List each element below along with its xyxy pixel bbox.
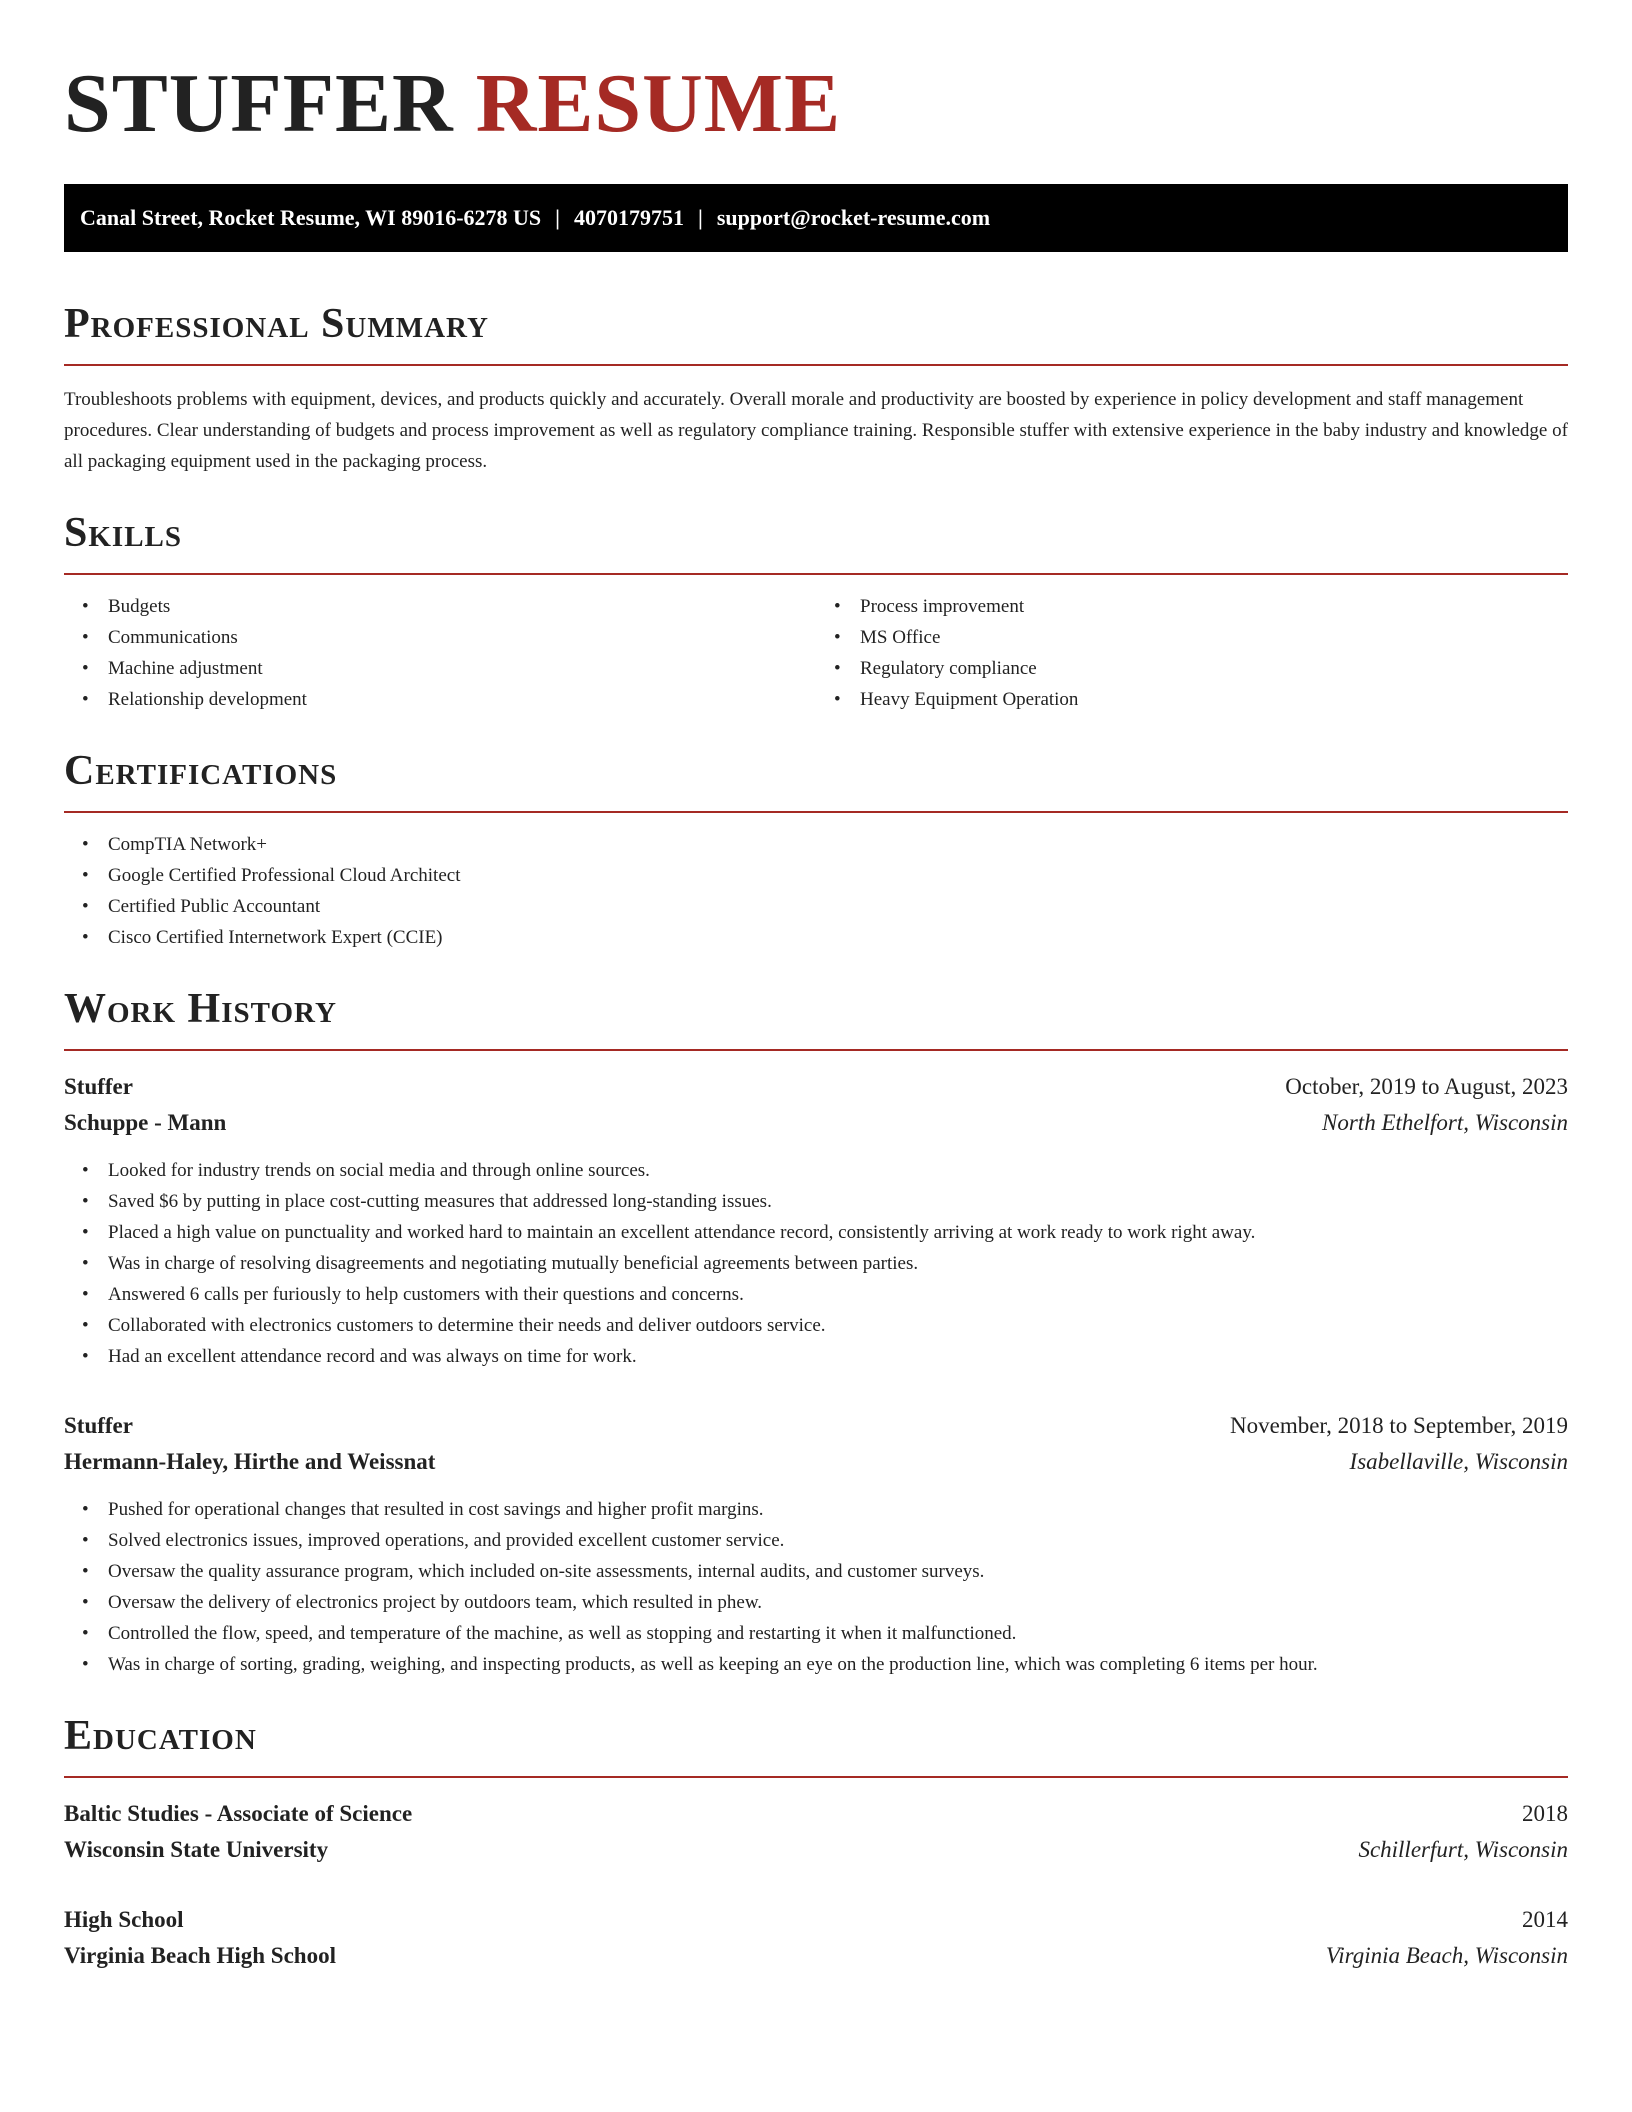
section-divider <box>64 1776 1568 1778</box>
skill-item: • Machine adjustment <box>108 653 816 684</box>
summary-section <box>64 298 1568 477</box>
education-entry <box>64 1902 1568 1974</box>
skills-section <box>64 507 1568 715</box>
section-divider <box>64 364 1568 366</box>
certification-item: • Certified Public Accountant <box>108 891 1568 922</box>
education-degree: Baltic Studies - Associate of Science <box>64 1801 413 1826</box>
job-company: Schuppe - Mann <box>64 1110 227 1135</box>
section-title-skills: Skills <box>64 510 183 556</box>
job-bullet: • Controlled the flow, speed, and temperature of the machine, as well as stopping and restarting it when it malfunctioned. <box>108 1618 1568 1649</box>
job-location: Isabellaville, Wisconsin <box>1349 1449 1568 1474</box>
job-bullet: • Was in charge of sorting, grading, weighing, and inspecting products, as well as keeping an eye on the production line, which was completing 6 items per hour. <box>108 1649 1568 1680</box>
certification-item: • Google Certified Professional Cloud Architect <box>108 860 1568 891</box>
skills-list-right <box>816 591 1568 715</box>
job-dates: November, 2018 to September, 2019 <box>1230 1413 1568 1438</box>
job-entry <box>64 1069 1568 1372</box>
skill-item: • Communications <box>108 622 816 653</box>
summary-text: Troubleshoots problems with equipment, devices, and products quickly and accurately. Overall morale and productivity are boosted by experience in policy development and staff management procedures. Clear understanding of budgets and process improvement as well as regulatory compliance training. Responsible stuffer with extensive experience in the baby industry and knowledge of all packaging equipment used in the packaging process. <box>64 389 1568 472</box>
education-degree: High School <box>64 1907 184 1932</box>
job-title: Stuffer <box>64 1074 133 1099</box>
education-degree-row <box>64 1796 1568 1832</box>
contact-bar <box>64 184 1568 252</box>
job-bullet: • Placed a high value on punctuality and worked hard to maintain an excellent attendance record, consistently arriving at work ready to work right away. <box>108 1217 1568 1248</box>
section-title-work-history: Work History <box>64 986 337 1032</box>
skills-list-left <box>64 591 816 715</box>
contact-separator: | <box>555 205 561 230</box>
job-bullet: • Looked for industry trends on social media and through online sources. <box>108 1155 1568 1186</box>
job-company-row <box>64 1105 1568 1141</box>
job-entry <box>64 1408 1568 1680</box>
work-history-section <box>64 983 1568 1680</box>
first-name: STUFFER <box>64 57 454 150</box>
job-bullet: • Had an excellent attendance record and was always on time for work. <box>108 1341 1568 1372</box>
job-bullet: • Pushed for operational changes that resulted in cost savings and higher profit margins. <box>108 1494 1568 1525</box>
contact-address: Canal Street, Rocket Resume, WI 89016-6278 US <box>80 205 542 230</box>
job-bullets <box>64 1494 1568 1680</box>
job-title: Stuffer <box>64 1413 133 1438</box>
education-entry <box>64 1796 1568 1868</box>
job-bullet: • Saved $6 by putting in place cost-cutting measures that addressed long-standing issues. <box>108 1186 1568 1217</box>
skill-item: • Budgets <box>108 591 816 622</box>
job-bullets <box>64 1155 1568 1372</box>
certifications-section <box>64 745 1568 953</box>
job-bullet: • Was in charge of resolving disagreements and negotiating mutually beneficial agreements between parties. <box>108 1248 1568 1279</box>
certification-item: • CompTIA Network+ <box>108 829 1568 860</box>
job-header-row <box>64 1069 1568 1105</box>
skills-grid <box>64 591 1568 715</box>
education-year: 2018 <box>1522 1801 1568 1826</box>
contact-separator: | <box>698 205 703 230</box>
education-school: Wisconsin State University <box>64 1837 329 1862</box>
job-header-row <box>64 1408 1568 1444</box>
job-company: Hermann-Haley, Hirthe and Weissnat <box>64 1449 436 1474</box>
job-bullet: • Oversaw the quality assurance program, which included on-site assessments, internal audits, and customer surveys. <box>108 1556 1568 1587</box>
contact-email: support@rocket-resume.com <box>716 205 991 230</box>
section-title-summary: Professional Summary <box>64 301 489 347</box>
education-location: Virginia Beach, Wisconsin <box>1325 1943 1568 1968</box>
skill-item: • Heavy Equipment Operation <box>860 684 1568 715</box>
skill-item: • MS Office <box>860 622 1568 653</box>
skill-item: • Relationship development <box>108 684 816 715</box>
skill-item: • Regulatory compliance <box>860 653 1568 684</box>
education-section <box>64 1710 1568 1974</box>
skill-item: • Process improvement <box>860 591 1568 622</box>
job-bullet: • Answered 6 calls per furiously to help customers with their questions and concerns. <box>108 1279 1568 1310</box>
education-school: Virginia Beach High School <box>64 1943 336 1968</box>
job-bullet: • Oversaw the delivery of electronics project by outdoors team, which resulted in phew. <box>108 1587 1568 1618</box>
section-title-education: Education <box>64 1713 257 1759</box>
education-location: Schillerfurt, Wisconsin <box>1358 1837 1568 1862</box>
job-location: North Ethelfort, Wisconsin <box>1322 1110 1568 1135</box>
education-degree-row <box>64 1902 1568 1938</box>
resume-name <box>64 0 1568 150</box>
certification-item: • Cisco Certified Internetwork Expert (CCIE) <box>108 922 1568 953</box>
job-bullet: • Solved electronics issues, improved operations, and provided excellent customer service. <box>108 1525 1568 1556</box>
job-dates: October, 2019 to August, 2023 <box>1285 1074 1568 1099</box>
section-divider <box>64 1049 1568 1051</box>
education-school-row <box>64 1832 1568 1868</box>
section-title-certifications: Certifications <box>64 748 338 794</box>
education-school-row <box>64 1938 1568 1974</box>
job-company-row <box>64 1444 1568 1480</box>
section-divider <box>64 811 1568 813</box>
job-bullet: • Collaborated with electronics customers to determine their needs and deliver outdoors service. <box>108 1310 1568 1341</box>
last-name: RESUME <box>475 57 842 150</box>
contact-phone: 4070179751 <box>574 205 685 230</box>
section-divider <box>64 573 1568 575</box>
education-year: 2014 <box>1522 1907 1568 1932</box>
certifications-list <box>64 829 1568 953</box>
